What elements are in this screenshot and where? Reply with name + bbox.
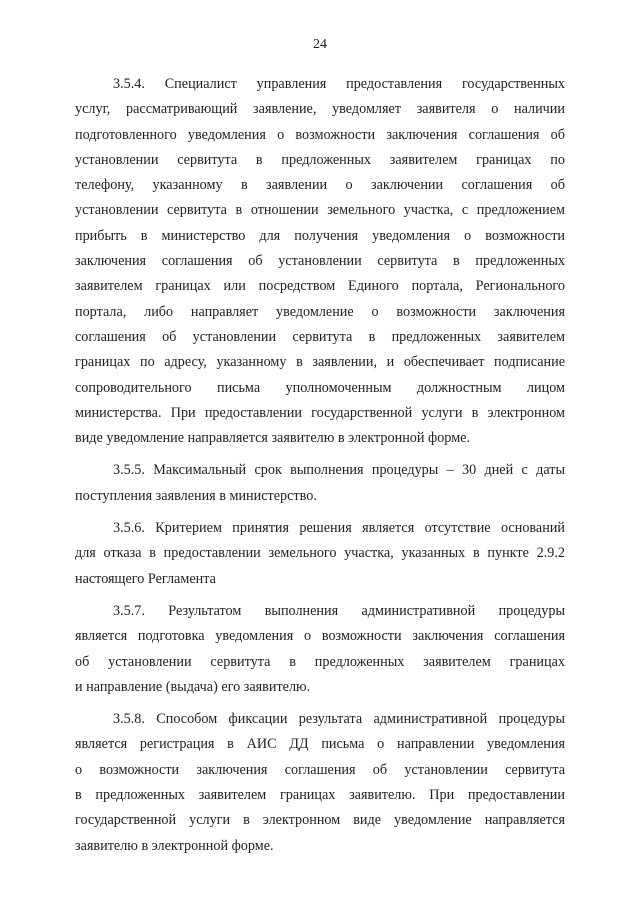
paragraph-3-5-5 xyxy=(75,458,565,509)
text-line: портала, либо направляет уведомление о возможности заключения xyxy=(75,303,565,320)
text-line: министерства. При предоставлении государственной услуги в электронном xyxy=(75,404,565,421)
text-line: 3.5.6. Критерием принятия решения является отсутствие оснований xyxy=(113,520,565,537)
text-line: установлении сервитута в отношении земельного участка, с предложением xyxy=(75,202,565,219)
text-line: 3.5.5. Максимальный срок выполнения процедуры – 30 дней с даты xyxy=(113,462,565,479)
text-line: и направление (выдача) его заявителю. xyxy=(75,678,311,695)
text-line: для отказа в предоставлении земельного участка, указанных в пункте 2.9.2 xyxy=(75,545,565,562)
text-line: виде уведомление направляется заявителю в электронной форме. xyxy=(75,430,471,447)
text-line: в предложенных заявителем границах заявителю. При предоставлении xyxy=(75,787,565,804)
text-line: подготовленного уведомления о возможности заключения соглашения об xyxy=(75,126,565,143)
text-line: сопроводительного письма уполномоченным должностным лицом xyxy=(75,379,565,396)
text-line: услуг, рассматривающий заявление, уведомляет заявителя о наличии xyxy=(75,101,565,118)
paragraph-3-5-4 xyxy=(75,72,565,451)
paragraph-3-5-6 xyxy=(75,516,565,592)
text-line: телефону, указанному в заявлении о заключении соглашения об xyxy=(75,177,565,194)
text-line: является регистрация в АИС ДД письма о направлении уведомления xyxy=(75,736,565,753)
text-line: поступления заявления в министерство. xyxy=(75,487,317,504)
text-line: границах по адресу, указанному в заявлении, и обеспечивает подписание xyxy=(75,354,565,371)
text-line: об установлении сервитута в предложенных заявителем границах xyxy=(75,653,565,670)
text-line: является подготовка уведомления о возможности заключения соглашения xyxy=(75,628,565,645)
text-line: 3.5.8. Способом фиксации результата административной процедуры xyxy=(113,711,565,728)
text-line: настоящего Регламента xyxy=(75,570,216,587)
paragraph-3-5-7 xyxy=(75,599,565,700)
page-number: 24 xyxy=(313,37,327,52)
text-line: заявителем границах или посредством Единого портала, Регионального xyxy=(75,278,565,295)
text-line: прибыть в министерство для получения уведомления о возможности xyxy=(75,227,565,244)
text-line: установлении сервитута в предложенных заявителем границах по xyxy=(75,151,565,168)
text-line: 3.5.4. Специалист управления предоставления государственных xyxy=(113,76,565,92)
text-line: соглашения об установлении сервитута в предложенных заявителем xyxy=(75,328,565,345)
text-line: государственной услуги в электронном виде уведомление направляется xyxy=(75,812,565,829)
text-line: заключения соглашения об установлении сервитута в предложенных xyxy=(75,253,565,270)
text-line: о возможности заключения соглашения об установлении сервитута xyxy=(75,761,565,778)
text-line: заявителю в электронной форме. xyxy=(75,837,274,854)
paragraph-3-5-8 xyxy=(75,707,565,859)
text-line: 3.5.7. Результатом выполнения административной процедуры xyxy=(113,602,565,619)
document-body xyxy=(75,72,565,866)
